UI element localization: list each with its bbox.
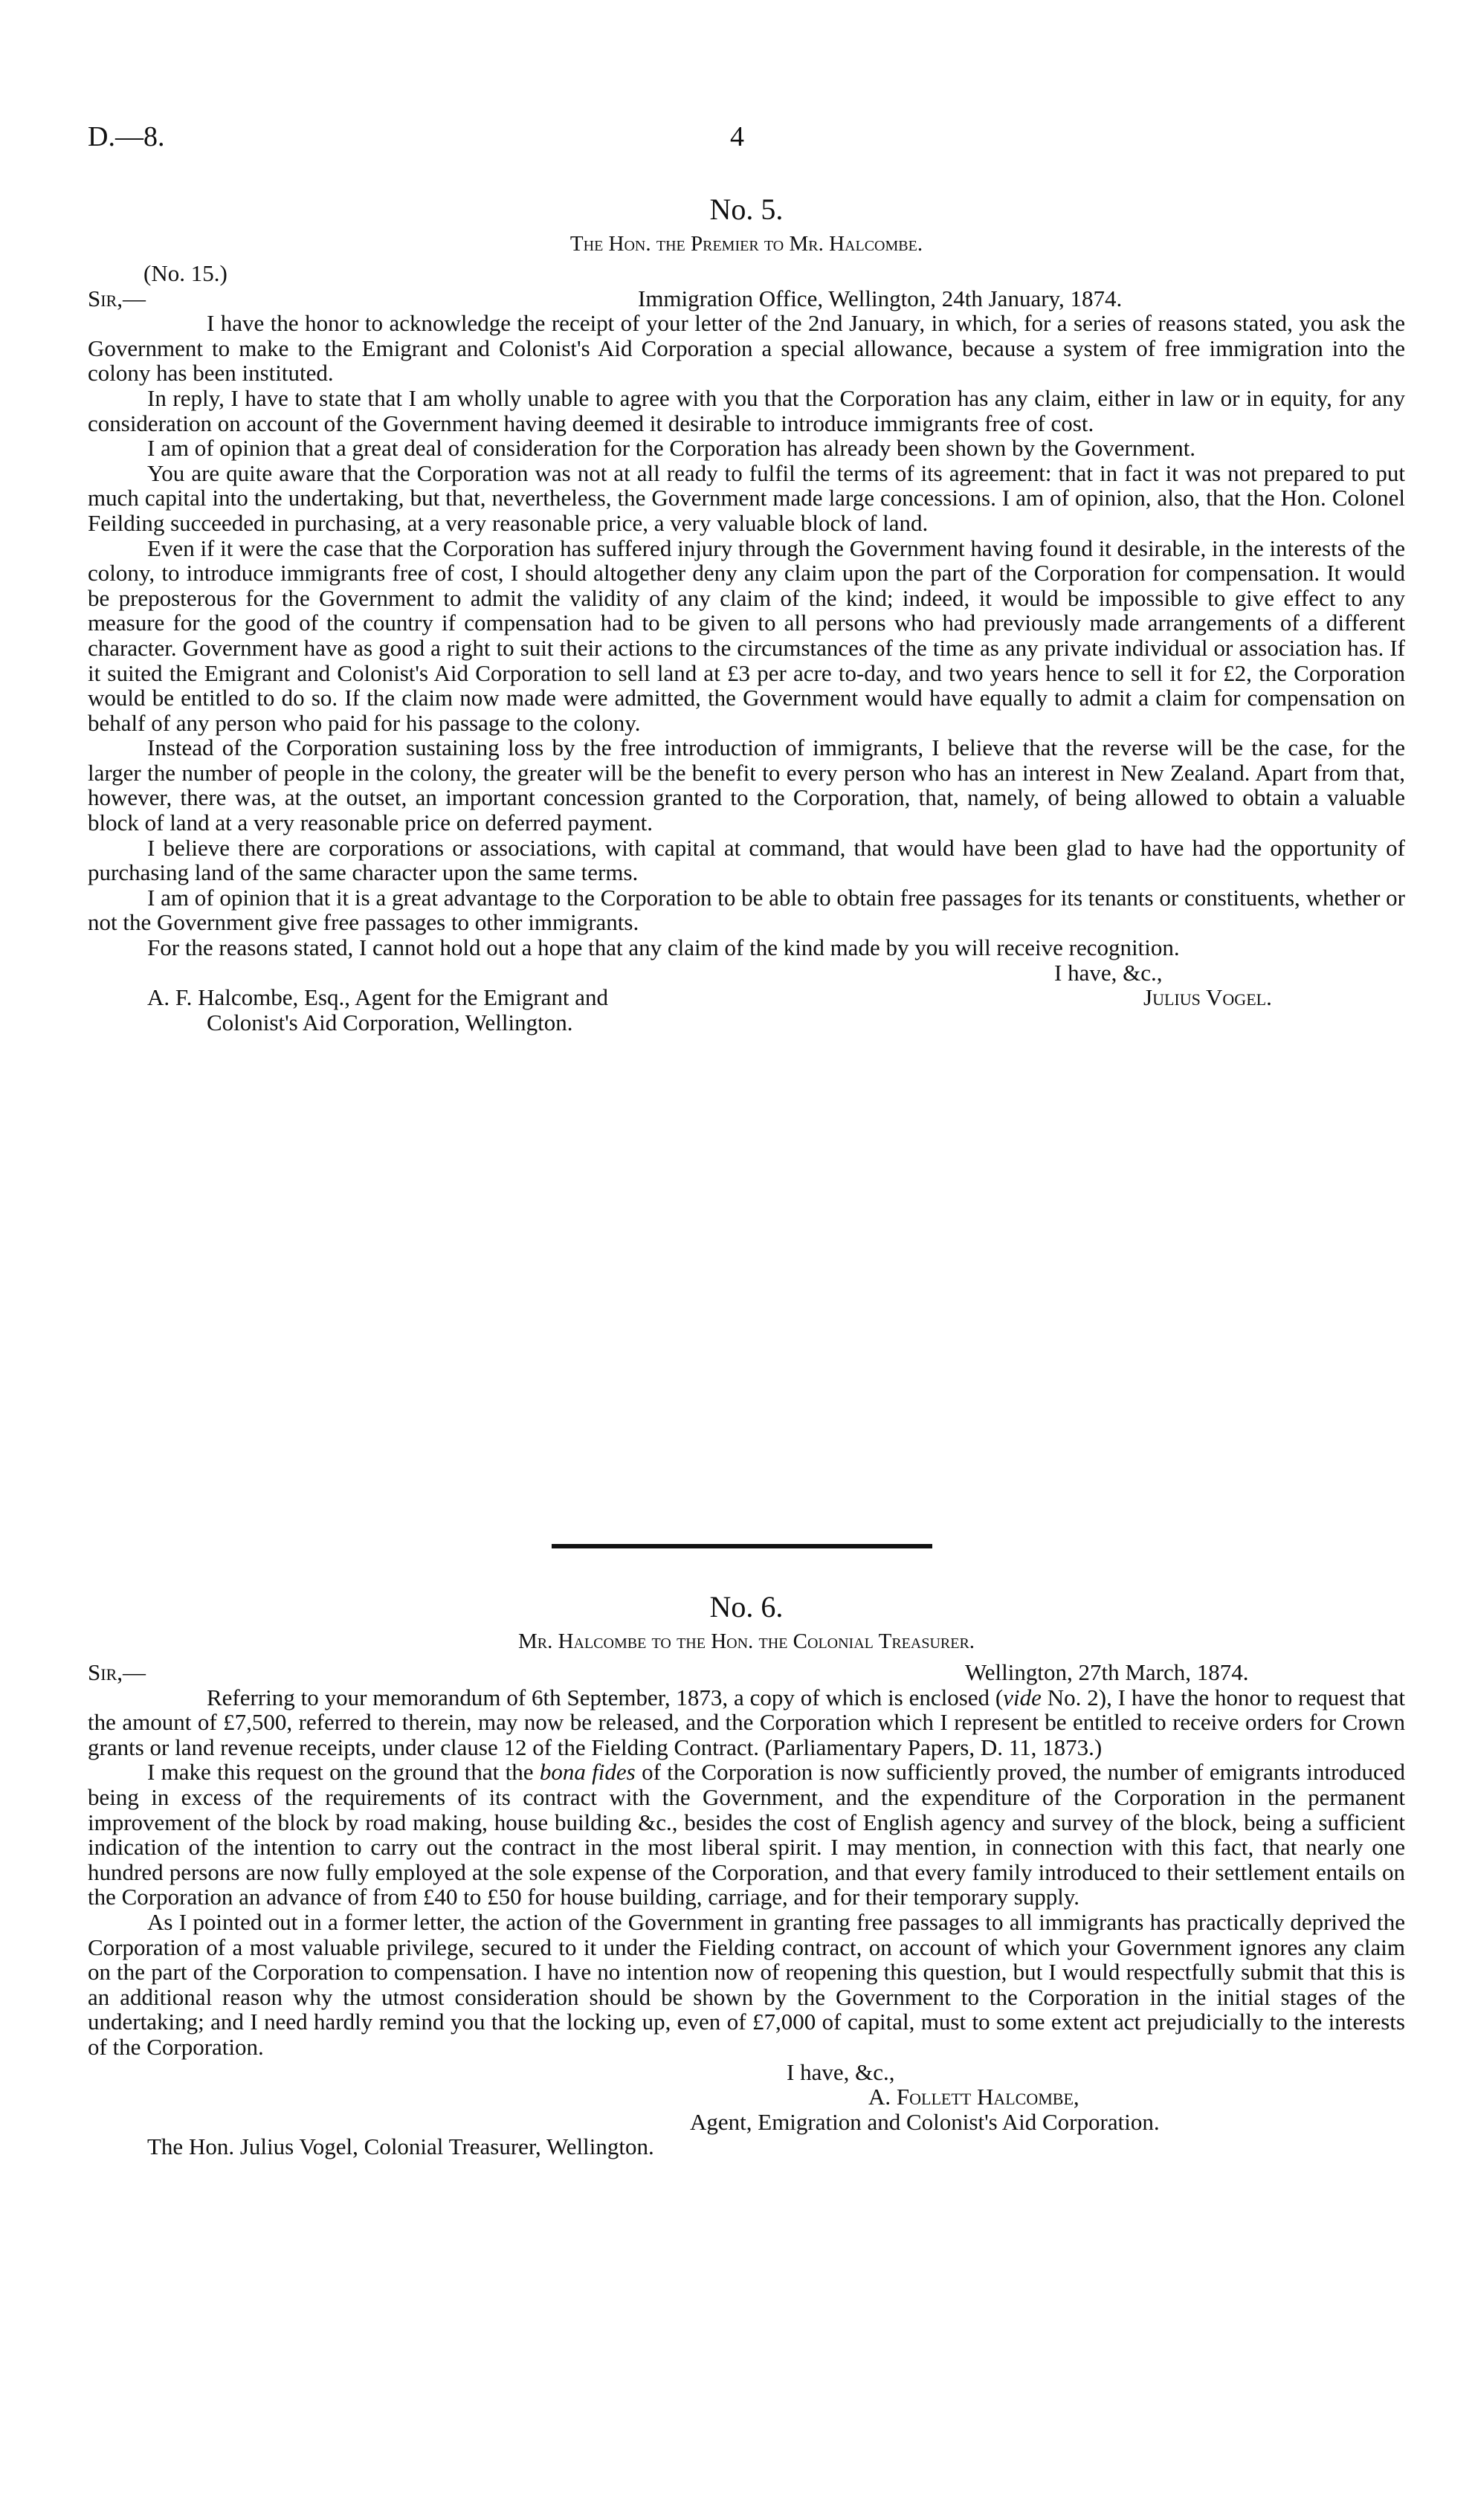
addressee: A. F. Halcombe, Esq., Agent for the Emigrant and xyxy=(147,984,608,1011)
closing: I have, &c., xyxy=(1054,959,1163,986)
paragraph: I am of opinion that a great deal of consideration for the Corporation has already been shown by the Government. xyxy=(147,435,1196,462)
paragraph: Even if it were the case that the Corporation has suffered injury through the Government having found it desirable, in the interests of the colony, to introduce immigrants free of cost, I should altogether deny any claim upon the part of the Corporation for compensation. It would be preposterous for the Government to admit the validity of any claim of the kind; indeed, it would be impossible to give effect to any measure for the good of the country if compensation had to be given to all persons who had previously made arrangements of a different character. Government have as good a right to suit their actions to the circumstances of the time as any private individual or association has. If it suited the Emigrant and Colonist's Aid Corporation to sell land at £3 per acre to-day, and two years hence to sell it for £2, the Corporation would be entitled to do so. If the claim now made were admitted, the Government would have equally to admit a claim for compensation on behalf of any person who paid for his passage to the colony. xyxy=(88,534,1405,736)
addressee-row xyxy=(88,2134,1405,2159)
addressee-continued: Colonist's Aid Corporation, Wellington. xyxy=(207,1009,573,1036)
paragraph: Referring to your memorandum of 6th September, 1873, a copy of which is enclosed (vide No. 2), I have the honor to request that the amount of £7,500, referred to therein, may now be released, and the Corporation which I represent be entitled to receive orders for Crown grants or land revenue receipts, under clause 12 of the Fielding Contract. (Parliamentary Papers, D. 11, 1873.) xyxy=(88,1684,1405,1760)
salutation-row xyxy=(88,286,1405,311)
salutation: Sir,— xyxy=(88,285,146,311)
signature-title-row xyxy=(88,2110,1405,2135)
place-date: Wellington, 27th March, 1874. xyxy=(965,1659,1249,1685)
reference-number: (No. 15.) xyxy=(143,260,227,286)
series-label: D.—8. xyxy=(88,121,165,152)
addressee-row-2 xyxy=(88,1010,1405,1036)
closing: I have, &c., xyxy=(787,2058,895,2085)
signature-row xyxy=(88,2084,1405,2110)
page-number: 4 xyxy=(730,121,744,152)
paragraph: As I pointed out in a former letter, the action of the Government in granting free passages to all immigrants has practically deprived the Corporation of a most valuable privilege, secured to it under the Fielding contract, on account of which your Government ignores any claim on the part of the Corporation to compensation. I have no intention now of reopening this question, but I would respectfully submit that this is an additional reason why the utmost consideration should be shown by the Government to the Corporation in the initial stages of the undertaking; and I need hardly remind you that the locking up, even of £7,000 of capital, must to some extent act prejudicially to the interests of the Corporation. xyxy=(88,1908,1405,2060)
letter-heading: The Hon. the Premier to Mr. Halcombe. xyxy=(569,232,923,256)
paragraph: I am of opinion that it is a great advantage to the Corporation to be able to obtain free passages for its tenants or constituents, whether or not the Government give free passages to other immigrants. xyxy=(88,884,1405,936)
closing-row xyxy=(88,960,1405,986)
paragraph: I have the honor to acknowledge the receipt of your letter of the 2nd January, in which, for a series of reasons stated, you ask the Government to make to the Emigrant and Colonist's Aid Corporation a special allowance, because a system of free immigration into the colony has been instituted. xyxy=(88,310,1405,387)
signature: Julius Vogel. xyxy=(1143,984,1272,1011)
closing-row xyxy=(88,2060,1405,2085)
signature: A. Follett Halcombe, xyxy=(868,2084,1079,2110)
letter-number: No. 6. xyxy=(709,1590,784,1624)
signature-title: Agent, Emigration and Colonist's Aid Corporation. xyxy=(690,2108,1160,2135)
salutation: Sir,— xyxy=(88,1659,146,1685)
paragraph: Instead of the Corporation sustaining loss by the free introduction of immigrants, I believe that the reverse will be the case, for the larger the number of people in the colony, the greater will be the benefit to every person who has an interest in New Zealand. Apart from that, however, there was, at the outset, an important concession granted to the Corporation, that, namely, of being allowed to obtain a valuable block of land at a very reasonable price on deferred payment. xyxy=(88,734,1405,836)
addressee-row xyxy=(88,985,1405,1010)
letter-heading: Mr. Halcombe to the Hon. the Colonial Treasurer. xyxy=(517,1629,975,1653)
letter-number: No. 5. xyxy=(709,193,784,226)
paragraph: For the reasons stated, I cannot hold out a hope that any claim of the kind made by you will receive recognition. xyxy=(147,934,1180,961)
letter-5 xyxy=(88,193,1405,1035)
salutation-row xyxy=(88,1660,1405,1685)
paragraph: I believe there are corporations or associations, with capital at command, that would have been glad to have had the opportunity of purchasing land of the same character upon the same terms. xyxy=(88,834,1405,886)
reference-row xyxy=(88,261,1405,286)
place-date: Immigration Office, Wellington, 24th January, 1874. xyxy=(638,285,1123,311)
paragraph: You are quite aware that the Corporation was not at all ready to fulfil the terms of its agreement: that in fact it was not prepared to put much capital into the undertaking, but that, nevertheless, the Government made large concessions. I am of opinion, also, that the Hon. Colonel Feilding succeeded in purchasing, at a very reasonable price, a very valuable block of land. xyxy=(88,459,1405,536)
section-divider xyxy=(552,1544,932,1548)
letter-6 xyxy=(88,1591,1405,2159)
addressee: The Hon. Julius Vogel, Colonial Treasurer, Wellington. xyxy=(147,2133,654,2160)
paragraph: I make this request on the ground that the bona fides of the Corporation is now sufficiently proved, the number of emigrants introduced being in excess of the requirements of its contract with the Government, and the expenditure of the Corporation in the permanent improvement of the block by road making, house building &c., besides the cost of English agency and survey of the block, being a sufficient indication of the intention to carry out the contract in the most liberal spirit. I may mention, in connection with this fact, that nearly one hundred persons are now fully employed at the sole expense of the Corporation, and that every family introduced to their settlement entails on the Corporation an advance of from £40 to £50 for house building, carriage, and for their temporary supply. xyxy=(88,1759,1405,1910)
paragraph: In reply, I have to state that I am wholly unable to agree with you that the Corporation has any claim, either in law or in equity, for any consideration on account of the Government having deemed it desirable to introduce immigrants free of cost. xyxy=(88,384,1405,436)
